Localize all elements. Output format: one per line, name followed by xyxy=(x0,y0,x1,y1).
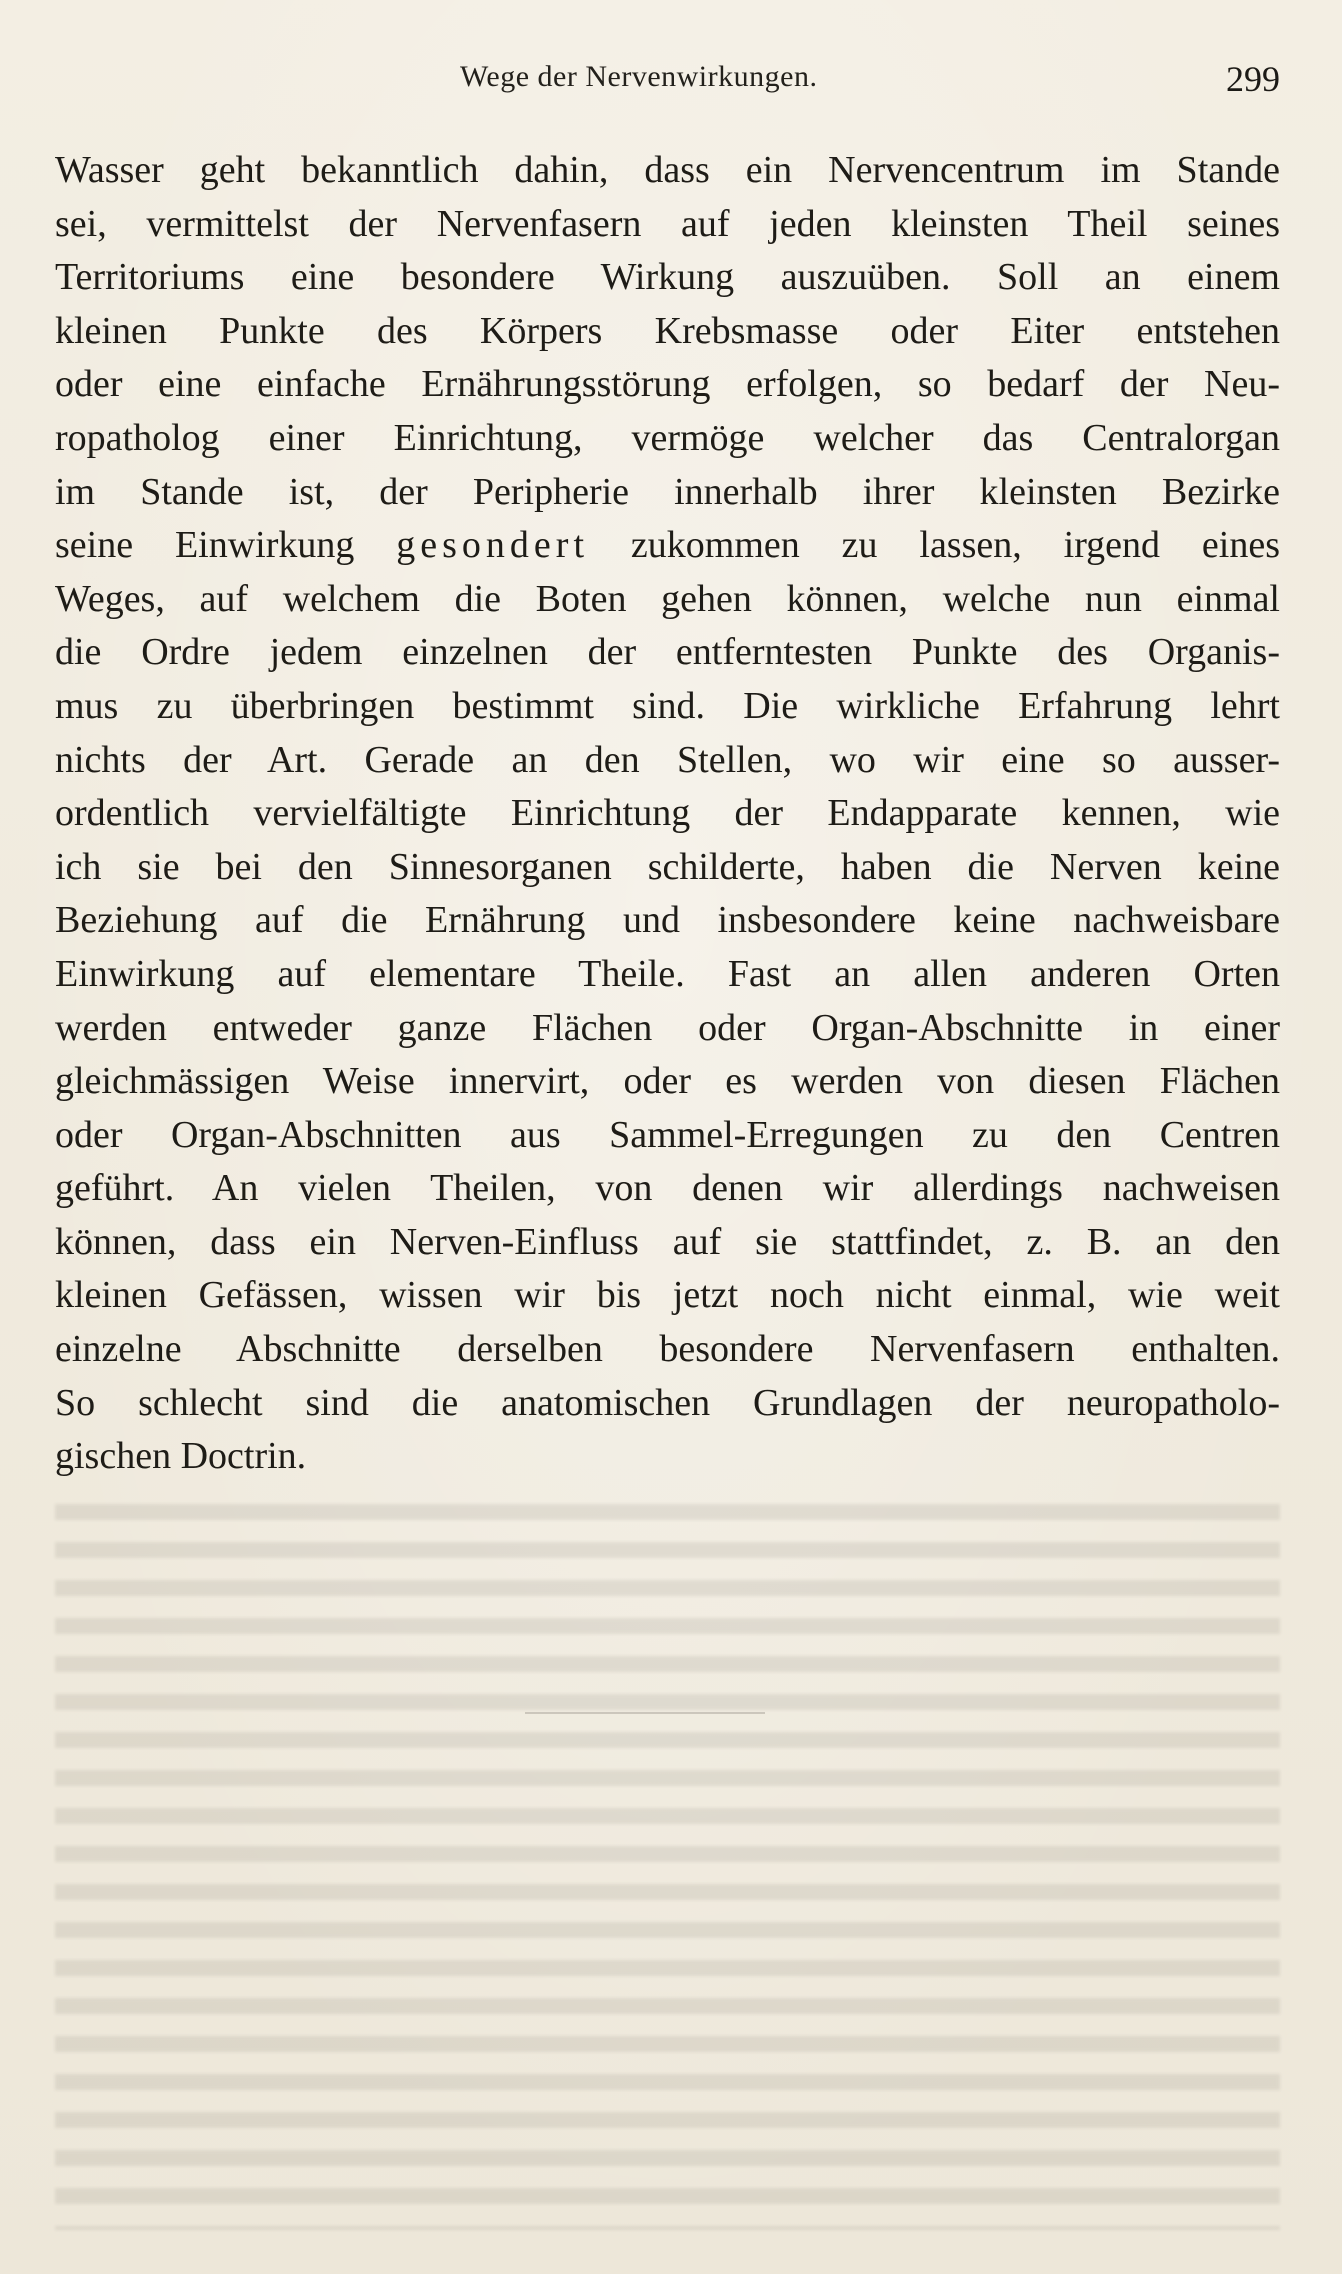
text-line: Einwirkung auf elementare Theile. Fast an allen anderen Orten xyxy=(55,952,1280,995)
reverse-side-bleed-through xyxy=(55,1490,1280,2230)
text-line: können, dass ein Nerven-Einfluss auf sie stattfindet, z. B. an den xyxy=(55,1220,1280,1263)
text-line: kleinen Punkte des Körpers Krebsmasse oder Eiter entstehen xyxy=(55,309,1280,352)
text-segment: zukommen zu lassen, irgend eines xyxy=(630,524,1280,567)
text-line: geführt. An vielen Theilen, von denen wir allerdings nachweisen xyxy=(55,1167,1280,1210)
text-line: ordentlich vervielfältigte Einrichtung der Endapparate kennen, wie xyxy=(55,792,1280,835)
text-line: Beziehung auf die Ernährung und insbesondere keine nachweisbare xyxy=(55,899,1280,942)
text-line: im Stande ist, der Peripherie innerhalb ihrer kleinsten Bezirke xyxy=(55,470,1280,513)
emphasized-word: gesondert xyxy=(396,524,590,567)
text-line: oder Organ-Abschnitten aus Sammel-Erregungen zu den Centren xyxy=(55,1113,1280,1156)
text-line: kleinen Gefässen, wissen wir bis jetzt noch nicht einmal, wie weit xyxy=(55,1274,1280,1317)
text-line: sei, vermittelst der Nervenfasern auf jeden kleinsten Theil seines xyxy=(55,202,1280,245)
text-line: ich sie bei den Sinnesorganen schilderte, haben die Nerven keine xyxy=(55,845,1280,888)
text-line: werden entweder ganze Flächen oder Organ-Abschnitte in einer xyxy=(55,1006,1280,1049)
text-line: gleichmässigen Weise innervirt, oder es werden von diesen Flächen xyxy=(55,1060,1280,1103)
text-line: Weges, auf welchem die Boten gehen können, welche nun einmal xyxy=(55,577,1280,620)
text-segment: seine Einwirkung xyxy=(55,524,355,567)
text-line: Territoriums eine besondere Wirkung auszuüben. Soll an einem xyxy=(55,256,1280,299)
text-line: die Ordre jedem einzelnen der entferntesten Punkte des Organis- xyxy=(55,631,1280,674)
text-line: einzelne Abschnitte derselben besondere Nervenfasern enthalten. xyxy=(55,1328,1280,1371)
running-title: Wege der Nervenwirkungen. xyxy=(460,60,818,93)
text-line: nichts der Art. Gerade an den Stellen, wo wir eine so ausser- xyxy=(55,738,1280,781)
body-paragraph xyxy=(55,144,1280,1484)
text-line: So schlecht sind die anatomischen Grundlagen der neuropatholo- xyxy=(55,1381,1280,1424)
text-line-with-emphasis xyxy=(55,519,1280,573)
text-line: ropatholog einer Einrichtung, vermöge welcher das Centralorgan xyxy=(55,416,1280,459)
text-line: gischen Doctrin. xyxy=(55,1435,307,1478)
reverse-side-rule xyxy=(525,1712,765,1714)
text-line: oder eine einfache Ernährungsstörung erfolgen, so bedarf der Neu- xyxy=(55,363,1280,406)
page-number: 299 xyxy=(1226,59,1280,99)
text-line: Wasser geht bekanntlich dahin, dass ein Nervencentrum im Stande xyxy=(55,149,1280,191)
page-header xyxy=(55,60,1280,110)
text-line: mus zu überbringen bestimmt sind. Die wirkliche Erfahrung lehrt xyxy=(55,684,1280,727)
